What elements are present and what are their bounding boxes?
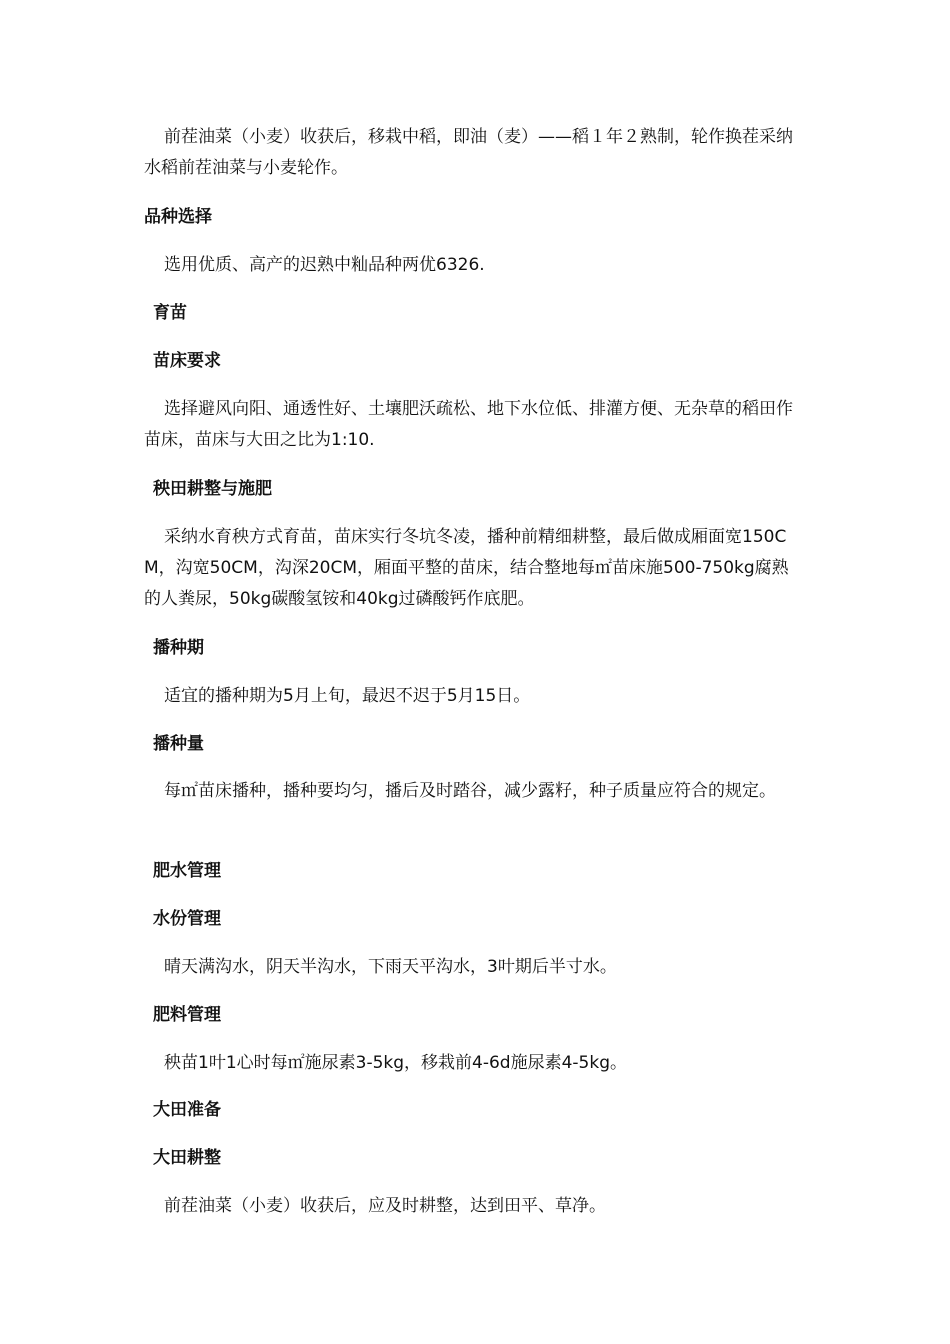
heading-field-prep-fertilizing: 秧田耕整与施肥	[153, 479, 272, 499]
heading-sowing-amount: 播种量	[153, 734, 204, 754]
paragraph-seedbed: 选择避风向阳、通透性好、土壤肥沃疏松、地下水位低、排灌方便、无杂草的稻田作苗床，苗床与大田之比为1:10.	[144, 399, 793, 450]
heading-fertilizer-water: 肥水管理	[153, 861, 221, 881]
paragraph-variety: 选用优质、高产的迟熟中籼品种两优6326.	[164, 255, 485, 275]
paragraph-water-management: 晴天满沟水，阴天半沟水，下雨天平沟水，3叶期后半寸水。	[164, 957, 617, 977]
heading-variety-selection: 品种选择	[144, 207, 212, 227]
paragraph-sowing-amount: 每㎡苗床播种，播种要均匀，播后及时踏谷，减少露籽，种子质量应符合的规定。	[164, 781, 776, 801]
paragraph-sowing-period: 适宜的播种期为5月上旬，最迟不迟于5月15日。	[164, 686, 531, 706]
heading-seedling: 育苗	[153, 303, 187, 323]
paragraph-field-tillage: 前茬油菜（小麦）收获后，应及时耕整，达到田平、草净。	[164, 1196, 606, 1216]
heading-sowing-period: 播种期	[153, 638, 204, 658]
paragraph-fertilizer-management: 秧苗1叶1心时每㎡施尿素3-5kg，移栽前4-6d施尿素4-5kg。	[164, 1053, 627, 1073]
paragraph-crop-rotation: 前茬油菜（小麦）收获后，移栽中稻，即油（麦）——稻１年２熟制，轮作换茬采纳水稻前茬油菜与小麦轮作。	[144, 127, 793, 178]
heading-fertilizer-management: 肥料管理	[153, 1005, 221, 1025]
heading-seedbed-requirements: 苗床要求	[153, 351, 221, 371]
heading-water-management: 水份管理	[153, 909, 221, 929]
heading-field-tillage: 大田耕整	[153, 1148, 221, 1168]
heading-field-preparation: 大田准备	[153, 1100, 221, 1120]
paragraph-field-prep: 采纳水育秧方式育苗，苗床实行冬坑冬凌，播种前精细耕整，最后做成厢面宽150CM，沟宽50CM，沟深20CM，厢面平整的苗床，结合整地每㎡苗床施500-750kg腐熟的人粪尿，50kg碳酸氢铵和40kg过磷酸钙作底肥。	[144, 527, 789, 609]
